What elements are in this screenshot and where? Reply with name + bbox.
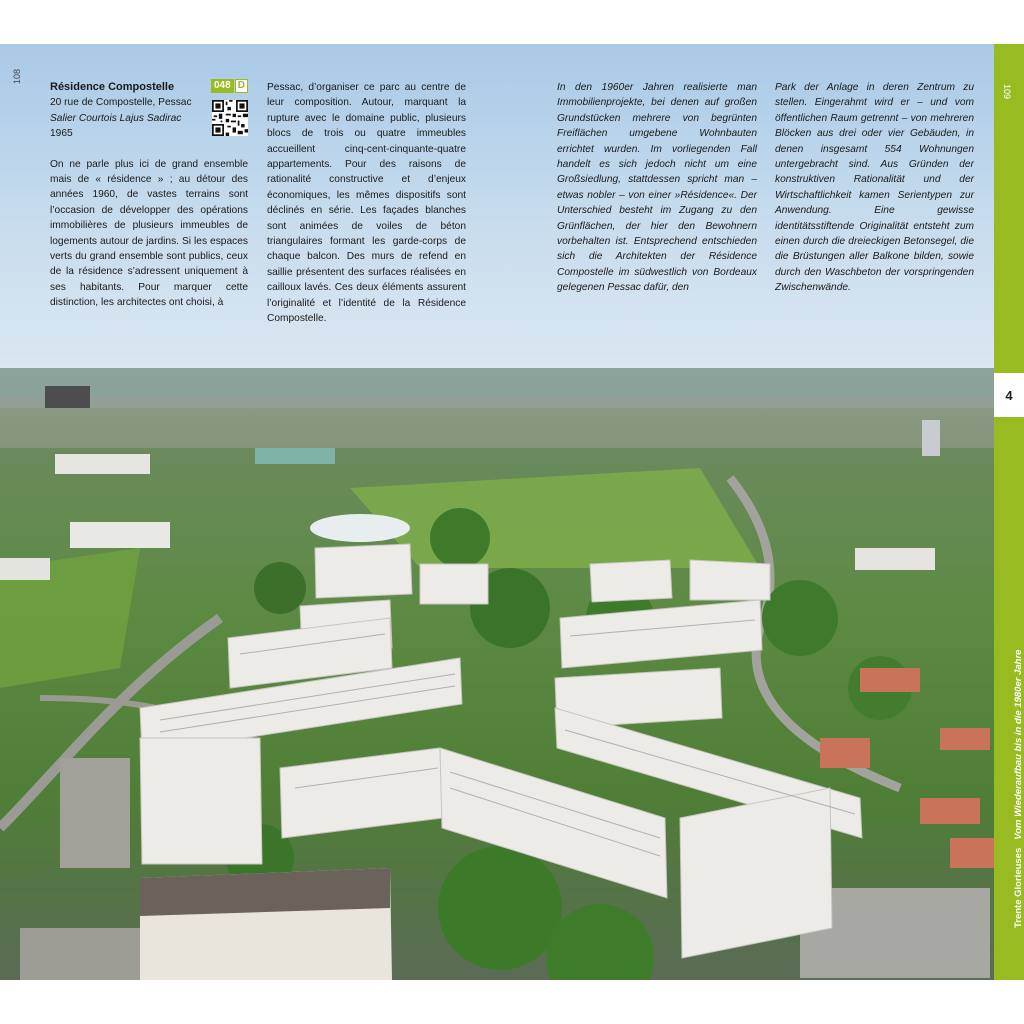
german-text-part-1: In den 1960er Jahren realisierte man Immobilienprojekte, bei denen auf großen Grundstücken mehrere von begrünten Freiflächen umgebene Wohnbauten errichtet wurden. Im vorliegenden Fall handelt es sich jedoch nicht um eine Großsiedlung, stattdessen spricht man – etwas nobler – von einer »Résidence«. Der Unterschied besteht im Zugang zu den Grünflächen, der hier den Bewohnern vorbehalten ist. Entsprechend entschieden sich die Architekten der Résidence Compostelle im südwestlich von Bordeaux gelegenen Pessac dafür, den (557, 82, 757, 294)
running-head-title: Trente Glorieuses (1013, 847, 1024, 928)
entry-year: 1965 (50, 128, 73, 140)
entry-address: 20 rue de Compostelle, Pessac (50, 97, 192, 109)
aerial-photo (0, 368, 994, 980)
aerial-photo-illustration (0, 368, 994, 980)
running-head-subtitle: Vom Wiederaufbau bis in die 1980er Jahre (1013, 649, 1024, 840)
chapter-number: 4 (994, 373, 1024, 417)
german-text-part-2: Park der Anlage in deren Zentrum zu stellen. Eingerahmt wird er – und vom öffentlichen Raum getrennt – von mehreren Blöcken aus drei oder vier Gebäuden, in denen insgesamt 554 Wohnungen untergebracht sind. Aus Gründen der konstruktiven Rationalität und der Wirtschaftlichkeit kamen Serientypen zur Anwendung. Eine gewisse identitätsstiftende Originalität entsteht zum einen durch die dreieckigen Betonsegel, die die Brüstungen aller Balkone bilden, sowie durch den Waschbeton der vorspringenden Zwischenwände. (775, 82, 974, 294)
running-head (1013, 650, 1024, 928)
entry-title: Résidence Compostelle (50, 81, 175, 93)
left-page-number: 108 (12, 68, 22, 84)
entry-architects: Salier Courtois Lajus Sadirac (50, 112, 182, 124)
entry-badge-number: 048 (211, 79, 234, 93)
entry-badge-letter: D (235, 79, 248, 93)
french-text-part-1: On ne parle plus ici de grand ensemble mais de « résidence » ; au détour des années 1960, de vastes terrains sont l’occasion de développer des opérations immobilières de plusieurs immeubles de logements autour de jardins. Si les espaces verts du grand ensemble sont publics, ceux de la résidence s’adressent uniquement à ses habitants. Pour marquer cette distinction, les architectes ont choisi, à (50, 158, 248, 309)
right-page-number: 109 (1002, 84, 1012, 100)
book-spread (0, 44, 1024, 980)
french-text-part-2: Pessac, d’organiser ce parc au centre de leur composition. Autour, marquant la rupture avec le domaine public, plusieurs blocs de trois ou quatre immeubles accueillent cinq-cent-cinquante-quatre appartements. Pour des raisons de rationalité constructive et d’enjeux économiques, les mêmes dispositifs sont déclinés en série. Les façades blanches sont animées de voiles de béton triangulaires formant les garde-corps de chaque balcon. Des murs de refend en saillie présentent des surfaces réalisées en cailloux lavés. Ces deux éléments assurent l’originalité et l’identité de la Résidence Compostelle. (267, 82, 466, 325)
entry-column-french-1 (50, 80, 248, 311)
